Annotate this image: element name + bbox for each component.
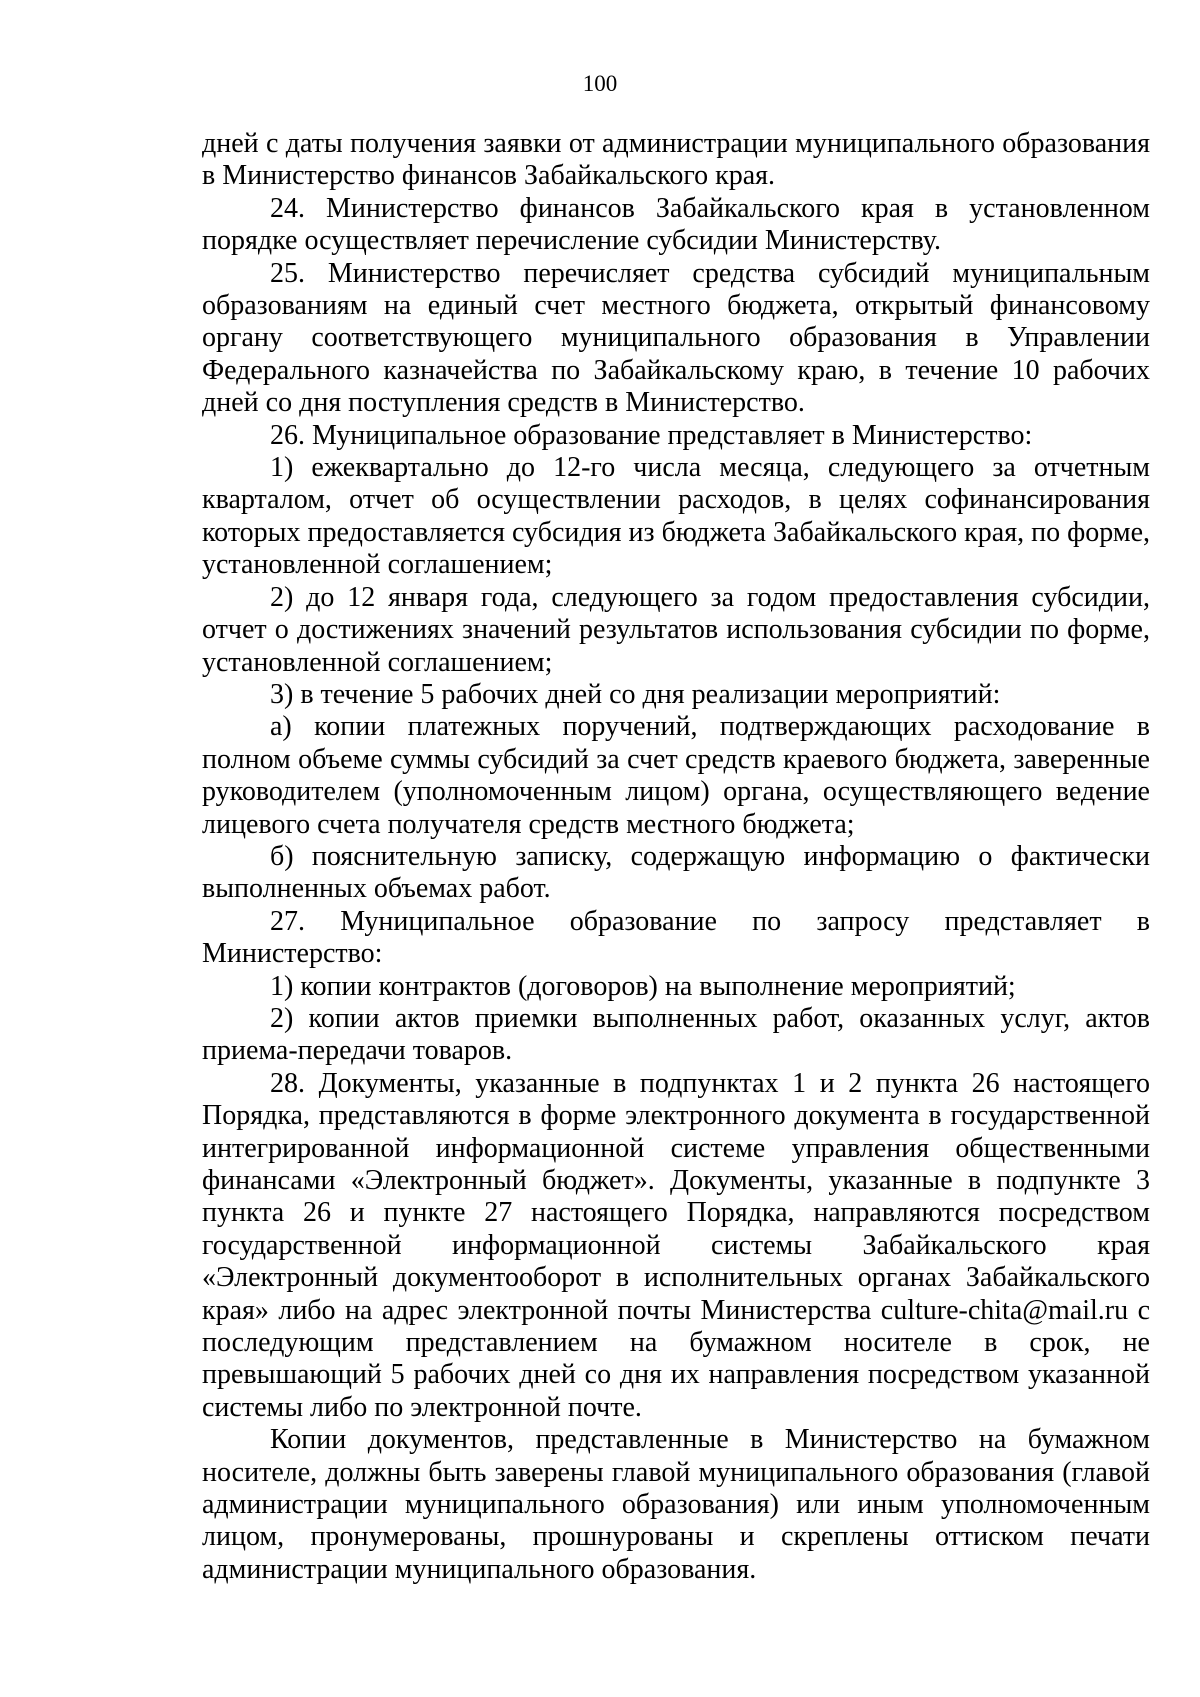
paragraph-26-item-2: 2) до 12 января года, следующего за годом предоставления субсидии, отчет о достижениях значений результатов использования субсидии по форме, установленной соглашением;: [202, 581, 1150, 678]
paragraph-28: 28. Документы, указанные в подпунктах 1 и 2 пункта 26 настоящего Порядка, представляются в форме электронного документа в государственной интегрированной информационной системе управления общественными финансами «Электронный бюджет». Документы, указанные в подпункте 3 пункта 26 и пункте 27 настоящего Порядка, направляются посредством государственной информационной системы Забайкальского края «Электронный документооборот в исполнительных органах Забайкальского края» либо на адрес электронной почты Министерства culture-chita@mail.ru с последующим представлением на бумажном носителе в срок, не превышающий 5 рабочих дней со дня их направления посредством указанной системы либо по электронной почте.: [202, 1067, 1150, 1423]
paragraph-26-item-3a: а) копии платежных поручений, подтверждающих расходование в полном объеме суммы субсидий за счет средств краевого бюджета, заверенные руководителем (уполномоченным лицом) органа, осуществляющего ведение лицевого счета получателя средств местного бюджета;: [202, 711, 1150, 840]
paragraph-27: 27. Муниципальное образование по запросу представляет в Министерство:: [202, 905, 1150, 970]
paragraph-copies: Копии документов, представленные в Министерство на бумажном носителе, должны быть заверены главой муниципального образования (главой администрации муниципального образования) или иным уполномоченным лицом, пронумерованы, прошнурованы и скреплены оттиском печати администрации муниципального образования.: [202, 1424, 1150, 1585]
paragraph-27-item-2: 2) копии актов приемки выполненных работ, оказанных услуг, актов приема-передачи товаров.: [202, 1002, 1150, 1067]
paragraph-26-item-3: 3) в течение 5 рабочих дней со дня реализации мероприятий:: [270, 678, 1001, 710]
paragraph-27-item-1: 1) копии контрактов (договоров) на выполнение мероприятий;: [270, 970, 1016, 1002]
document-body: [202, 128, 1150, 1586]
paragraph-24: 24. Министерство финансов Забайкальского края в установленном порядке осуществляет перечисление субсидии Министерству.: [202, 192, 1150, 257]
paragraph-continuation: дней с даты получения заявки от администрации муниципального образования в Министерство финансов Забайкальского края.: [202, 128, 1150, 192]
paragraph-26-item-1: 1) ежеквартально до 12-го числа месяца, следующего за отчетным кварталом, отчет об осуществлении расходов, в целях софинансирования которых предоставляется субсидия из бюджета Забайкальского края, по форме, установленной соглашением;: [202, 452, 1150, 581]
page-number: 100: [582, 71, 618, 96]
paragraph-26: 26. Муниципальное образование представляет в Министерство:: [270, 419, 1033, 451]
paragraph-26-item-3b: б) пояснительную записку, содержащую информацию о фактически выполненных объемах работ.: [202, 840, 1150, 905]
paragraph-25: 25. Министерство перечисляет средства субсидий муниципальным образованиям на единый счет местного бюджета, открытый финансовому органу соответствующего муниципального образования в Управлении Федерального казначейства по Забайкальскому краю, в течение 10 рабочих дней со дня поступления средств в Министерство.: [202, 257, 1150, 419]
